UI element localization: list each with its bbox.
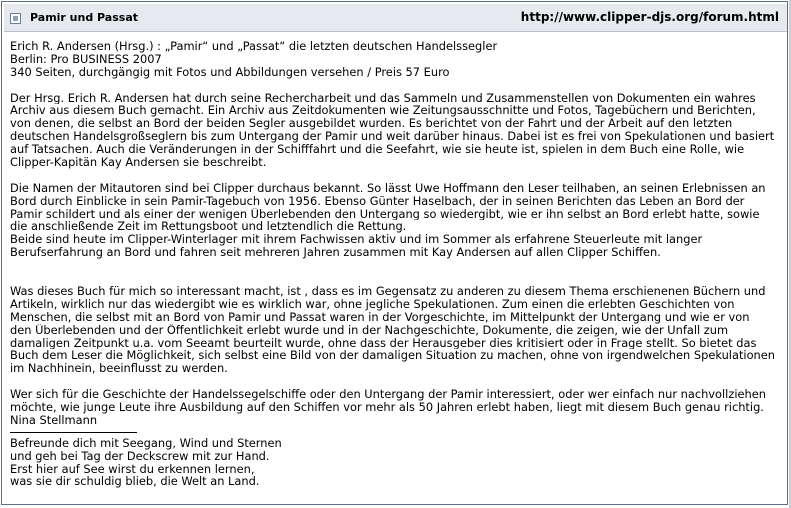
publisher-line: Berlin: Pro BUSINESS 2007 — [10, 52, 162, 66]
poem — [10, 437, 782, 489]
text-line: deutschen Handelsgroßseglern bis zum Untergang der Pamir und weit darüber hinaus. Dabei ist es frei von Spekulationen und basiert — [10, 130, 775, 144]
author-name: Nina Stellmann — [10, 413, 98, 427]
text-line: Die Namen der Mitautoren sind bei Clipper durchaus bekannt. So lässt Uwe Hoffmann den Leser teilhaben, an seinen Erlebnissen an — [10, 181, 766, 195]
text-line: die anschließende Zeit im Rettungsboot und letztendlich die Rettung. — [10, 220, 407, 234]
article-body — [10, 40, 782, 488]
text-line: Beide sind heute im Clipper-Winterlager mit ihrem Fachwissen aktiv und im Sommer als erfahrene Steuerleute mit langer — [10, 233, 703, 247]
poem-line: was sie dir schuldig blieb, die Welt an Land. — [10, 475, 260, 489]
paragraph-1 — [10, 92, 782, 169]
text-line: Artikeln, wirklich nur das wiedergibt wie es wirklich war, ohne jegliche Spekulationen. Zum einen die erlebten Geschichten von — [10, 297, 735, 311]
paragraph-2 — [10, 182, 782, 259]
text-line: im Nachhinein, beeinflusst zu werden. — [10, 362, 228, 376]
text-line: Der Hrsg. Erich R. Andersen hat durch seine Rechercharbeit und das Sammeln und Zusammenstellen von Dokumenten ein wahres — [10, 91, 756, 105]
text-line: möchte, wie junge Leute ihre Ausbildung auf den Schiffen vor mehr als 50 Jahren erlebt haben, liegt mit diesem Buch genau richtig. — [10, 400, 764, 414]
text-line: Wer sich für die Geschichte der Handelssegelschiffe oder den Untergang der Pamir interessiert, oder wer einfach nur nachvollziehen — [10, 388, 766, 401]
poem-line: und geh bei Tag der Deckscrew mit zur Hand. — [10, 449, 270, 463]
book-title-line: Erich R. Andersen (Hrsg.) : „Pamir“ und „Passat“ die letzten deutschen Handelssegler — [10, 40, 498, 53]
text-line: Bord durch Einblicke in sein Pamir-Tagebuch von 1956. Ebenso Günter Haselbach, der in seinen Berichten das Leben an Bord der — [10, 194, 745, 208]
text-line: Clipper-Kapitän Kay Andersen sie beschreibt. — [10, 156, 267, 169]
paragraph-4 — [10, 388, 782, 427]
text-line: von denen, die selbst an Bord der beiden Segler ausgebildet wurden. Es berichtet von der Fahrt und der Arbeit auf den letzten — [10, 117, 733, 131]
text-line: Berufserfahrung an Bord und fahren seit mehreren Jahren zusammen mit Kay Andersen auf allen Clipper Schiffen. — [10, 246, 661, 260]
text-line: auf Tatsachen. Auch die Veränderungen in der Schifffahrt und die Seefahrt, wie sie heute ist, spielen in dem Buch eine Rolle, wie — [10, 143, 745, 157]
text-line: Menschen, die selbst mit an Bord von Pamir und Passat waren in der Vorgeschichte, im Mittelpunkt der Untergang und wie er von — [10, 310, 750, 324]
text-line: Pamir schildert und als einer der wenigen Überlebenden den Untergang so wiedergibt, wie er ihn selbst an Bord erlebt hatte, sowie — [10, 207, 760, 221]
divider — [10, 432, 137, 433]
page-icon — [10, 13, 21, 24]
book-info — [10, 40, 782, 79]
text-line: Archiv aus diesem Buch gemacht. Ein Archiv aus Zeitdokumenten wie Zeitungsausschnitte und Fotos, Tagebüchern und Berichten, — [10, 104, 756, 118]
text-line: damaligen Zeitpunkt u.a. vom Seeamt beurteilt wurde, ohne dass der Herausgeber dies kritisiert oder in Frage stellt. So bietet das — [10, 336, 757, 350]
poem-line: Erst hier auf See wirst du erkennen lernen, — [10, 462, 255, 476]
text-line: den Überlebenden und der Öffentlichkeit erlebt wurde und in der Nachgeschichte, Dokumente, die zeigen, wie der Unfall zum — [10, 323, 729, 337]
book-details-line: 340 Seiten, durchgängig mit Fotos und Abbildungen versehen / Preis 57 Euro — [10, 65, 450, 79]
title-bar — [4, 4, 787, 32]
text-line: Buch dem Leser die Möglichkeit, sich selbst eine Bild von der damaligen Situation zu machen, ohne von irgendwelchen Spekulationen — [10, 349, 775, 363]
text-line: Was dieses Buch für mich so interessant macht, ist , dass es im Gegensatz zu anderen zu diesem Thema erschienenen Büchern und — [10, 284, 766, 298]
forum-url-link[interactable]: http://www.clipper-djs.org/forum.html — [520, 10, 779, 24]
poem-line: Befreunde dich mit Seegang, Wind und Sternen — [10, 436, 282, 450]
paragraph-3 — [10, 285, 782, 375]
page-title: Pamir und Passat — [30, 11, 139, 24]
article-frame — [1, 1, 788, 505]
